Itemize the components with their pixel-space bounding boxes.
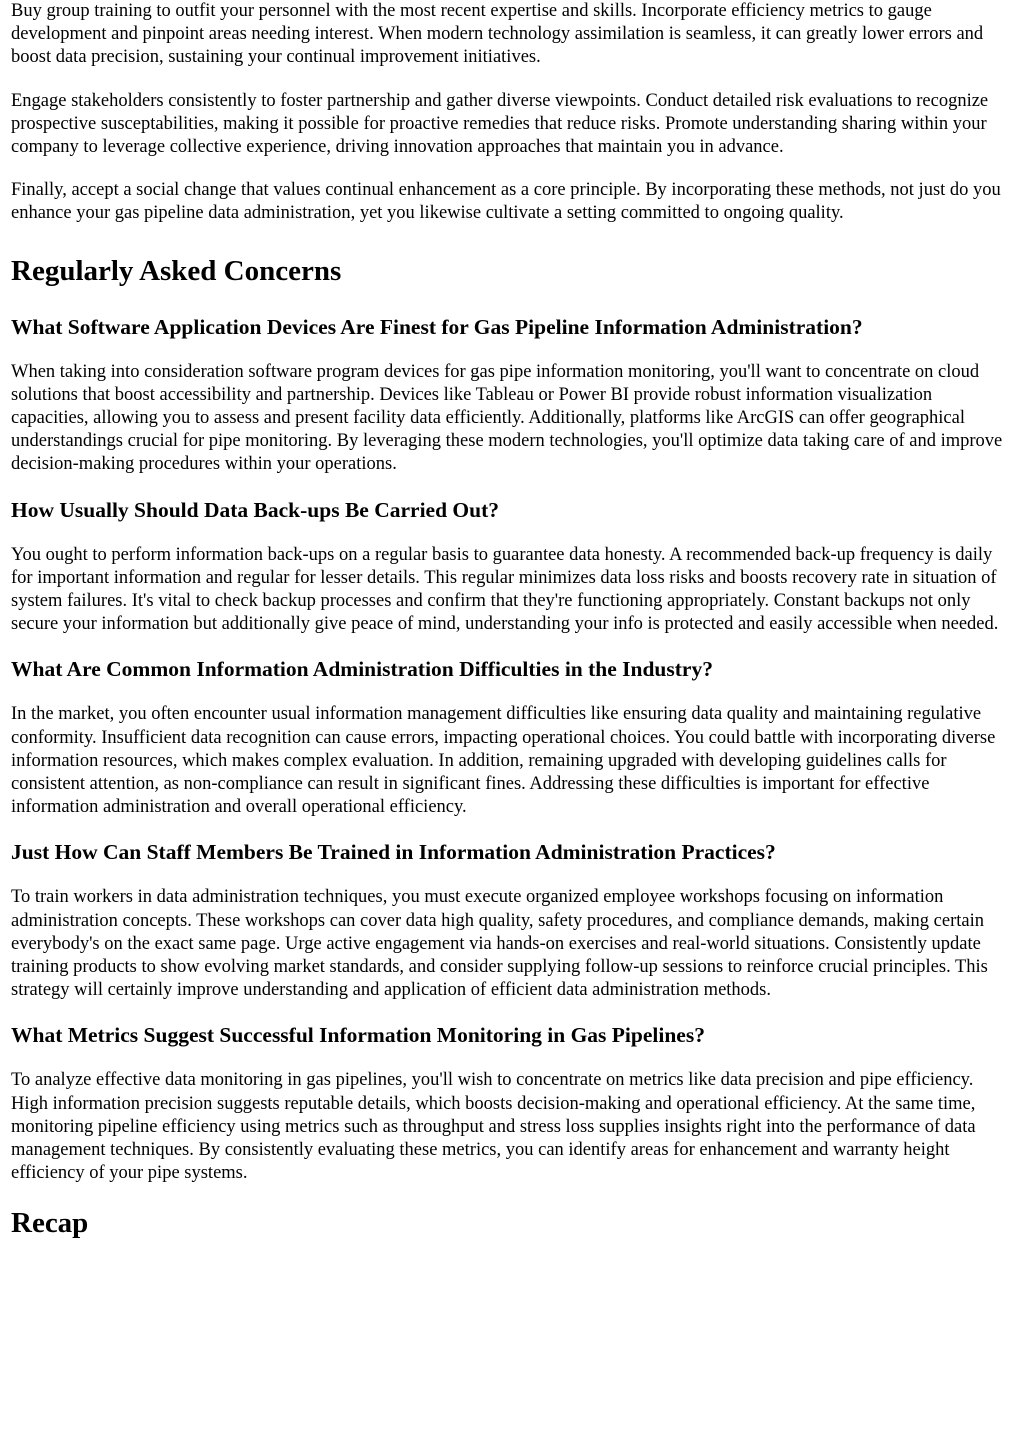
faq-answer: To train workers in data administration techniques, you must execute organized employee workshops focusing on information administration concepts. These workshops can cover data high quality, safety procedures, and compliance demands, making certain everybody's on the exact same page. Urge active engagement via hands-on exercises and real-world situations. Consistently update training products to show evolving market standards, and consider supplying follow-up sessions to reinforce crucial principles. This strategy will certainly improve understanding and application of efficient data administration methods. xyxy=(11,887,988,1001)
faq-question: What Metrics Suggest Successful Information Monitoring in Gas Pipelines? xyxy=(11,1023,705,1048)
faq-heading: Regularly Asked Concerns xyxy=(11,254,342,287)
faq-answer: To analyze effective data monitoring in gas pipelines, you'll wish to concentrate on metrics like data precision and pipe efficiency. High information precision suggests reputable details, which boosts decision-making and operational efficiency. At the same time, monitoring pipeline efficiency using metrics such as throughput and stress loss supplies insights right into the performance of data management techniques. By consistently evaluating these metrics, you can identify areas for enhancement and warranty height efficiency of your pipe systems. xyxy=(11,1070,976,1184)
intro-paragraph: Engage stakeholders consistently to foster partnership and gather diverse viewpoints. Conduct detailed risk evaluations to recognize prospective susceptabilities, making it possible for proactive remedies that reduce risks. Promote understanding sharing within your company to leverage collective experience, driving innovation approaches that maintain you in advance. xyxy=(11,90,989,158)
faq-question: Just How Can Staff Members Be Trained in Information Administration Practices? xyxy=(11,840,776,865)
recap-heading: Recap xyxy=(11,1206,89,1239)
faq-answer: In the market, you often encounter usual information management difficulties like ensuring data quality and maintaining regulative conformity. Insufficient data recognition can cause errors, impacting operational choices. You could battle with incorporating diverse information resources, which makes complex evaluation. In addition, remaining upgraded with developing guidelines calls for consistent attention, as non-compliance can result in significant fines. Addressing these difficulties is important for effective information administration and overall operational efficiency. xyxy=(11,704,996,818)
faq-question: What Are Common Information Administration Difficulties in the Industry? xyxy=(11,657,713,682)
faq-question: What Software Application Devices Are Finest for Gas Pipeline Information Administration? xyxy=(11,314,863,339)
intro-paragraph: Finally, accept a social change that values continual enhancement as a core principle. By incorporating these methods, not just do you enhance your gas pipeline data administration, yet you likewise cultivate a setting committed to ongoing quality. xyxy=(11,180,1001,224)
faq-answer: When taking into consideration software program devices for gas pipe information monitoring, you'll want to concentrate on cloud solutions that boost accessibility and partnership. Devices like Tableau or Power BI provide robust information visualization capacities, allowing you to assess and present facility data efficiently. Additionally, platforms like ArcGIS can offer geographical understandings crucial for pipe monitoring. By leveraging these modern technologies, you'll optimize data taking care of and improve decision-making procedures within your operations. xyxy=(11,361,1003,475)
intro-paragraph: Buy group training to outfit your personnel with the most recent expertise and skills. Incorporate efficiency metrics to gauge development and pinpoint areas needing interest. When modern technology assimilation is seamless, it can greatly lower errors and boost data precision, sustaining your continual improvement initiatives. xyxy=(11,1,984,68)
faq-question: How Usually Should Data Back-ups Be Carried Out? xyxy=(11,497,500,522)
faq-answer: You ought to perform information back-ups on a regular basis to guarantee data honesty. A recommended back-up frequency is daily for important information and regular for lesser details. This regular minimizes data loss risks and boosts recovery rate in situation of system failures. It's vital to check backup processes and confirm that they're functioning appropriately. Constant backups not only secure your information but additionally give peace of mind, understanding your info is protected and easily accessible when needed. xyxy=(11,544,999,635)
